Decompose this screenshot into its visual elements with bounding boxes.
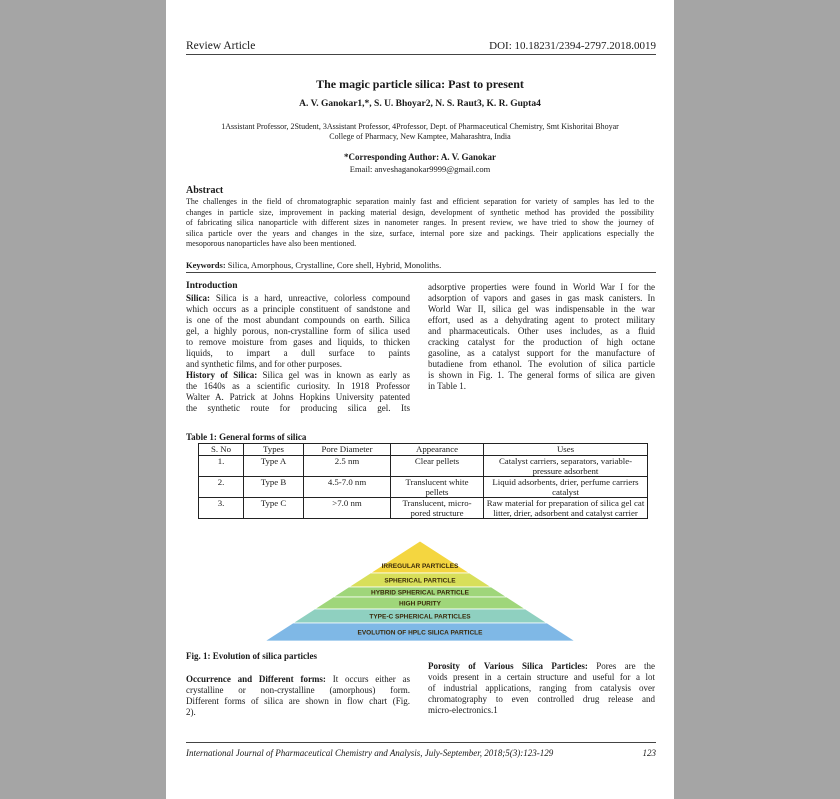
porosity-line	[428, 694, 655, 705]
cell-type: Type A	[244, 456, 304, 477]
intro-line: adsorptive properties were found in World War I for the	[428, 282, 655, 292]
abstract-line: silica particle over the years and changes in the size, surface, internal pore size and packings. Their applications especially the	[186, 228, 654, 238]
pyramid-level-label: IRREGULAR PARTICLES	[381, 563, 459, 570]
cell-uses	[484, 498, 648, 519]
intro-line-text: is one of the most abundant compounds on earth. Silica	[186, 315, 410, 325]
intro-line-text: which occurs as a principle constituent of sandstone and	[186, 304, 410, 314]
affiliation-line-2: College of Pharmacy, New Kamptee, Maharashtra, India	[329, 132, 511, 141]
abstract-body	[186, 197, 654, 250]
paper-page	[166, 0, 674, 799]
porosity-line	[428, 683, 655, 694]
porosity-line-text: voids present in a certain structure and useful for a lot	[428, 672, 655, 682]
intro-line	[186, 326, 410, 337]
doi-label[interactable]: DOI: 10.18231/2394-2797.2018.0019	[489, 40, 656, 52]
porosity-section	[428, 661, 655, 716]
article-type-label: Review Article	[186, 40, 256, 52]
affiliations	[196, 122, 644, 142]
intro-column-1	[186, 293, 410, 414]
intro-line-text: Walter A. Patrick at Johns Hopkins University patented	[186, 392, 410, 402]
occurrence-line	[186, 696, 410, 707]
pyramid-level-label: SPHERICAL PARTICLE	[384, 577, 456, 585]
paper-title: The magic particle silica: Past to present	[316, 77, 524, 91]
abstract-line: of fabricating silica nanoparticle with different sizes in nanometer ranges. In present review, we have tried to show the journey of	[186, 218, 654, 228]
cell-uses	[484, 477, 648, 498]
occurrence-line-text: It occurs either as	[325, 674, 410, 684]
abstract-line: mesoporous nanoparticles have also been mentioned.	[186, 239, 357, 249]
intro-line-text: Silica is a hard, unreactive, colorless compound	[210, 293, 410, 303]
porosity-line-text: micro-electronics.1	[428, 705, 498, 715]
table-header-row	[199, 444, 648, 456]
intro-line-text: to remove moisture from gases and liquids, to thicken	[186, 337, 410, 347]
col-header-uses: Uses	[484, 444, 648, 456]
intro-line: cracking catalyst for the production of high octane	[428, 337, 655, 347]
cell-pore: 4.5-7.0 nm	[304, 477, 391, 498]
cell-type: Type B	[244, 477, 304, 498]
occurrence-line	[186, 674, 410, 685]
cell-appearance	[391, 456, 484, 477]
evolution-pyramid-figure	[262, 539, 578, 651]
cell-uses-line: Liquid adsorbents, drier, perfume carriers	[492, 477, 639, 487]
occurrence-line-text: Different forms of silica are shown in flow chart (Fig.	[186, 696, 410, 706]
occurrence-line-text: 2).	[186, 707, 196, 717]
cell-sno: 3.	[199, 498, 244, 519]
page-footer	[186, 748, 656, 758]
header-rule	[186, 54, 656, 55]
pyramid-level-label: TYPE-C SPHERICAL PARTICLES	[369, 613, 471, 621]
footer-rule	[186, 742, 656, 743]
intro-line-text: and synthetic films, and for other purposes.	[186, 359, 342, 369]
intro-line-text: the synthetic route for producing silica gel. Its	[186, 403, 410, 413]
cell-uses-line: Catalyst carriers, separators, variable-	[498, 456, 633, 466]
cell-pore: 2.5 nm	[304, 456, 391, 477]
intro-line: and pharmaceuticals. Other uses includes, as a fluid	[428, 326, 655, 336]
cell-uses	[484, 456, 648, 477]
col-header-appearance: Appearance	[391, 444, 484, 456]
porosity-line-text: of industrial applications, ranging from catalysis over	[428, 683, 655, 693]
keywords-label: Keywords:	[186, 260, 226, 270]
intro-line: butadiene from ethanol. The evolution of silica particle	[428, 359, 655, 369]
cell-type: Type C	[244, 498, 304, 519]
cell-appearance	[391, 498, 484, 519]
table-row	[199, 477, 648, 498]
intro-line: effort, used as a dehydrating agent to protect military	[428, 315, 655, 325]
cell-appearance-line: Translucent white	[405, 477, 469, 487]
intro-line	[186, 359, 410, 370]
table-caption: Table 1: General forms of silica	[186, 432, 307, 442]
porosity-line	[428, 672, 655, 683]
corresponding-author: *Corresponding Author: A. V. Ganokar	[343, 152, 497, 162]
intro-line	[186, 348, 410, 359]
pyramid-level-label: HIGH PURITY	[399, 600, 441, 608]
cell-appearance-line: Clear pellets	[414, 456, 460, 466]
cell-uses-line: pressure adsorbent	[532, 466, 599, 476]
intro-line: World War II, silica gel was indispensable in the war	[428, 304, 655, 314]
porosity-line-text: chromatography to even controlled drug release and	[428, 694, 655, 704]
intro-line-lead: History of Silica:	[186, 370, 258, 380]
cell-pore: >7.0 nm	[304, 498, 391, 519]
silica-forms-table	[198, 443, 648, 519]
keywords-text: Silica, Amorphous, Crystalline, Core shell, Hybrid, Monoliths.	[227, 260, 442, 270]
col-header-sno: S. No	[199, 444, 244, 456]
occurrence-line	[186, 707, 410, 718]
pyramid-level-label: HYBRID SPHERICAL PARTICLE	[371, 589, 469, 597]
abstract-line: changes in particle size, improvement in packing material design, development of synthetic method has provided the possibility	[186, 207, 654, 217]
cell-appearance-line	[393, 466, 481, 476]
col-header-types: Types	[244, 444, 304, 456]
intro-line	[186, 304, 410, 315]
porosity-line	[428, 661, 655, 672]
occurrence-line	[186, 685, 410, 696]
intro-line	[186, 370, 410, 381]
pyramid-level-label: EVOLUTION OF HPLC SILICA PARTICLE	[357, 629, 483, 637]
cell-appearance-line: pellets	[425, 487, 449, 497]
author-email[interactable]: Email: anveshaganokar9999@gmail.com	[349, 164, 491, 174]
intro-line: is shown in Fig. 1. The general forms of silica are given	[428, 370, 655, 380]
section-rule	[186, 272, 656, 273]
author-list: A. V. Ganokar1,*, S. U. Bhoyar2, N. S. Raut3, K. R. Gupta4	[299, 99, 541, 109]
intro-column-2	[428, 282, 655, 392]
col-header-pore: Pore Diameter	[304, 444, 391, 456]
table-row	[199, 498, 648, 519]
intro-line-text: the 1640s as a scientific curiosity. In 1918 Professor	[186, 381, 410, 391]
cell-sno: 2.	[199, 477, 244, 498]
cell-uses-line: Raw material for preparation of silica gel cat	[486, 498, 645, 508]
intro-line-lead: Silica:	[186, 293, 210, 303]
porosity-line-text: Pores are the	[587, 661, 655, 671]
porosity-line-lead: Porosity of Various Silica Particles:	[428, 661, 588, 671]
intro-line-text: liquids, to impart a dull surface to paints	[186, 348, 410, 358]
figure-caption: Fig. 1: Evolution of silica particles	[186, 651, 317, 661]
keywords	[186, 260, 441, 270]
intro-line: gasoline, as a catalyst support for the manufacture of	[428, 348, 655, 358]
cell-uses-line: litter, drier, adsorbent and catalyst carrier	[493, 508, 638, 518]
intro-line-text: gel, a highly porous, non-crystalline form of silica used	[186, 326, 410, 336]
intro-line	[186, 337, 410, 348]
intro-line	[186, 403, 410, 414]
intro-line	[186, 293, 410, 304]
intro-line-text: Silica gel was in known as early as	[257, 370, 410, 380]
intro-line: in Table 1.	[428, 381, 466, 391]
intro-heading: Introduction	[186, 281, 238, 291]
cell-appearance-line: Translucent, micro-	[402, 498, 472, 508]
cell-uses-line: catalyst	[552, 487, 579, 497]
page-number: 123	[642, 748, 656, 758]
intro-line	[186, 315, 410, 326]
porosity-line	[428, 705, 655, 716]
cell-appearance-line: pored structure	[410, 508, 464, 518]
occurrence-line-text: crystalline or non-crystalline (amorphous) form.	[186, 685, 410, 695]
table-row	[199, 456, 648, 477]
intro-line	[186, 392, 410, 403]
abstract-heading: Abstract	[186, 185, 224, 196]
cell-sno: 1.	[199, 456, 244, 477]
journal-citation: International Journal of Pharmaceutical Chemistry and Analysis, July-September, 2018;5(3):123-129	[186, 748, 554, 758]
abstract-line: The challenges in the field of chromatographic separation mainly fast and efficient separation for variety of samples has led to the	[186, 197, 654, 206]
occurrence-line-lead: Occurrence and Different forms:	[186, 674, 326, 684]
intro-line: adsorption of vapors and gases in gas mask canisters. In	[428, 293, 655, 303]
cell-appearance	[391, 477, 484, 498]
intro-line	[186, 381, 410, 392]
affiliation-line-1: 1Assistant Professor, 2Student, 3Assistant Professor, 4Professor, Dept. of Pharmaceutical Chemistry, Smt Kishoritai Bhoyar	[221, 122, 619, 131]
occurrence-section	[186, 674, 410, 718]
